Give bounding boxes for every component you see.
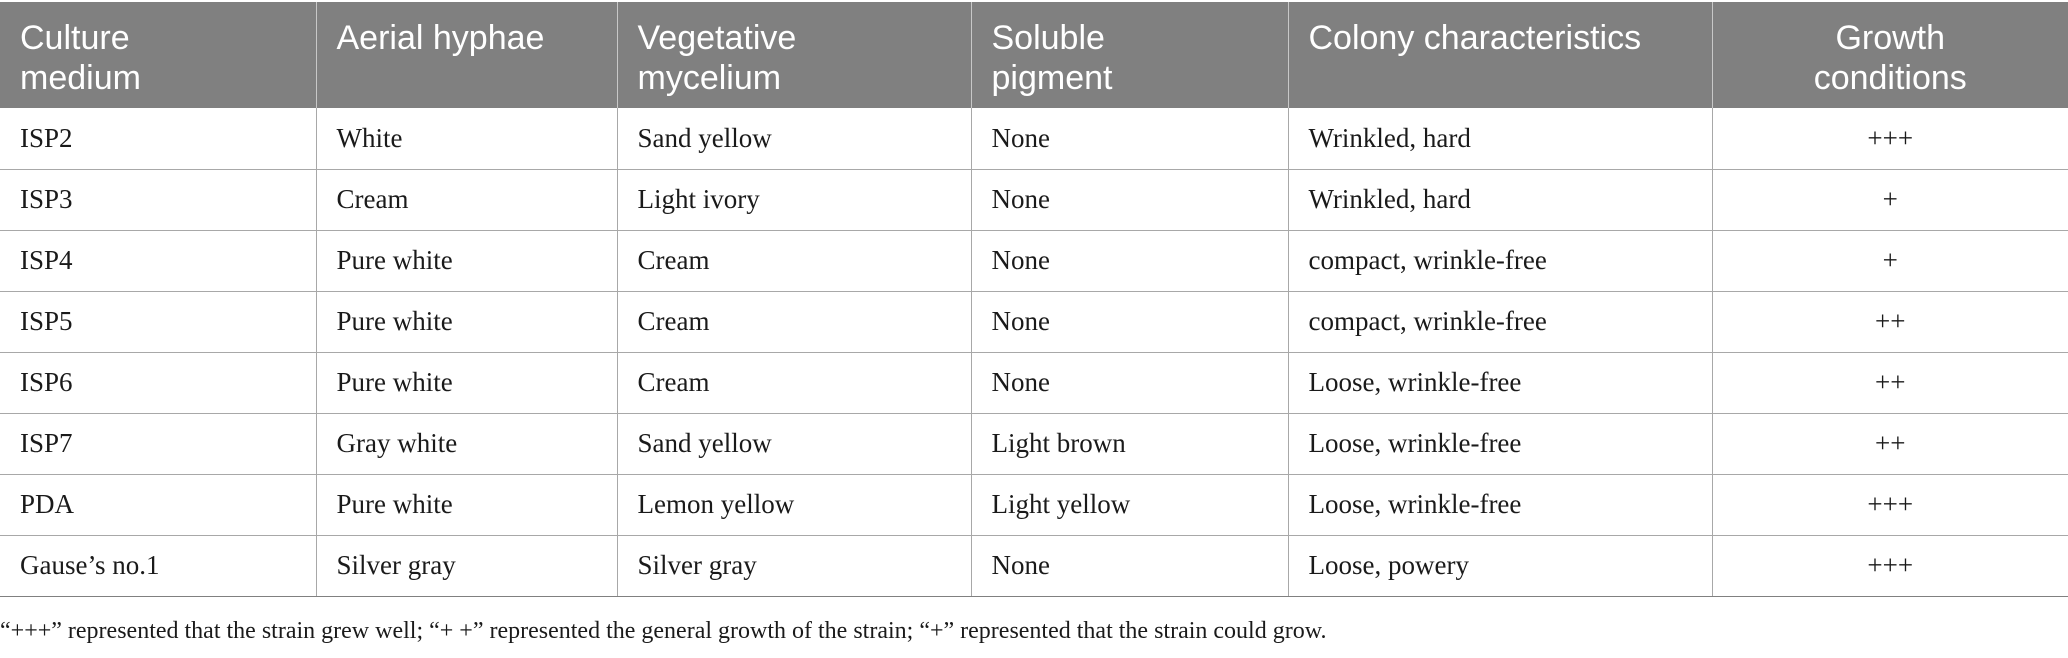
culture-medium-cell: ISP2 <box>0 108 316 169</box>
soluble-pigment-cell: Light yellow <box>971 474 1288 535</box>
header-line: pigment <box>991 59 1113 97</box>
vegetative-mycelium-cell: Sand yellow <box>617 108 971 169</box>
colony-characteristics-cell: Wrinkled, hard <box>1288 108 1712 169</box>
growth-conditions-cell: + <box>1712 169 2068 230</box>
soluble-pigment-cell: None <box>971 230 1288 291</box>
colony-characteristics-cell: compact, wrinkle-free <box>1288 291 1712 352</box>
vegetative-mycelium-cell: Light ivory <box>617 169 971 230</box>
culture-medium-cell: PDA <box>0 474 316 535</box>
aerial-hyphae-cell: Silver gray <box>316 535 617 596</box>
header-aerial-hyphae <box>316 2 617 108</box>
header-soluble-pigment <box>971 2 1288 108</box>
growth-conditions-cell: ++ <box>1712 291 2068 352</box>
header-line: medium <box>20 59 141 97</box>
vegetative-mycelium-cell: Cream <box>617 291 971 352</box>
growth-conditions-cell: +++ <box>1712 108 2068 169</box>
aerial-hyphae-cell: Pure white <box>316 291 617 352</box>
soluble-pigment-cell: None <box>971 291 1288 352</box>
aerial-hyphae-cell: White <box>316 108 617 169</box>
vegetative-mycelium-cell: Cream <box>617 352 971 413</box>
vegetative-mycelium-cell: Silver gray <box>617 535 971 596</box>
table-row <box>0 535 2068 596</box>
colony-characteristics-cell: Wrinkled, hard <box>1288 169 1712 230</box>
table-row <box>0 474 2068 535</box>
header-growth-conditions <box>1712 2 2068 108</box>
vegetative-mycelium-cell: Sand yellow <box>617 413 971 474</box>
aerial-hyphae-cell: Pure white <box>316 230 617 291</box>
header-row <box>0 2 2068 108</box>
culture-medium-cell: ISP3 <box>0 169 316 230</box>
table-row <box>0 169 2068 230</box>
vegetative-mycelium-cell: Cream <box>617 230 971 291</box>
culture-characteristics-table <box>0 2 2068 597</box>
header-line: mycelium <box>637 59 782 97</box>
header-vegetative-mycelium <box>617 2 971 108</box>
culture-medium-cell: ISP6 <box>0 352 316 413</box>
vegetative-mycelium-cell: Lemon yellow <box>617 474 971 535</box>
table-header <box>0 2 2068 108</box>
culture-medium-cell: ISP5 <box>0 291 316 352</box>
table-row <box>0 413 2068 474</box>
aerial-hyphae-cell: Pure white <box>316 474 617 535</box>
header-line: Vegetative <box>637 19 797 57</box>
header-line: Colony characteristics <box>1308 19 1642 57</box>
aerial-hyphae-cell: Gray white <box>316 413 617 474</box>
table-row <box>0 291 2068 352</box>
aerial-hyphae-cell: Pure white <box>316 352 617 413</box>
table-body <box>0 108 2068 596</box>
table-row <box>0 108 2068 169</box>
growth-conditions-cell: + <box>1712 230 2068 291</box>
table-footnote: “+++” represented that the strain grew well; “+ +” represented the general growth of the strain; “+” represented that the strain could grow. <box>0 618 1327 644</box>
soluble-pigment-cell: None <box>971 535 1288 596</box>
header-line: Aerial hyphae <box>336 19 545 57</box>
header-line: Growth <box>1835 19 1946 57</box>
soluble-pigment-cell: Light brown <box>971 413 1288 474</box>
header-line: Soluble <box>991 19 1105 57</box>
data-table-container <box>0 2 2068 597</box>
colony-characteristics-cell: Loose, wrinkle-free <box>1288 352 1712 413</box>
colony-characteristics-cell: compact, wrinkle-free <box>1288 230 1712 291</box>
colony-characteristics-cell: Loose, wrinkle-free <box>1288 413 1712 474</box>
header-culture-medium <box>0 2 316 108</box>
culture-medium-cell: Gause’s no.1 <box>0 535 316 596</box>
aerial-hyphae-cell: Cream <box>316 169 617 230</box>
header-line: conditions <box>1813 59 1967 97</box>
culture-medium-cell: ISP7 <box>0 413 316 474</box>
colony-characteristics-cell: Loose, wrinkle-free <box>1288 474 1712 535</box>
soluble-pigment-cell: None <box>971 169 1288 230</box>
table-row <box>0 352 2068 413</box>
header-colony-characteristics <box>1288 2 1712 108</box>
growth-conditions-cell: ++ <box>1712 352 2068 413</box>
soluble-pigment-cell: None <box>971 108 1288 169</box>
growth-conditions-cell: +++ <box>1712 474 2068 535</box>
growth-conditions-cell: ++ <box>1712 413 2068 474</box>
header-line: Culture <box>20 19 130 57</box>
culture-medium-cell: ISP4 <box>0 230 316 291</box>
growth-conditions-cell: +++ <box>1712 535 2068 596</box>
colony-characteristics-cell: Loose, powery <box>1288 535 1712 596</box>
soluble-pigment-cell: None <box>971 352 1288 413</box>
table-row <box>0 230 2068 291</box>
